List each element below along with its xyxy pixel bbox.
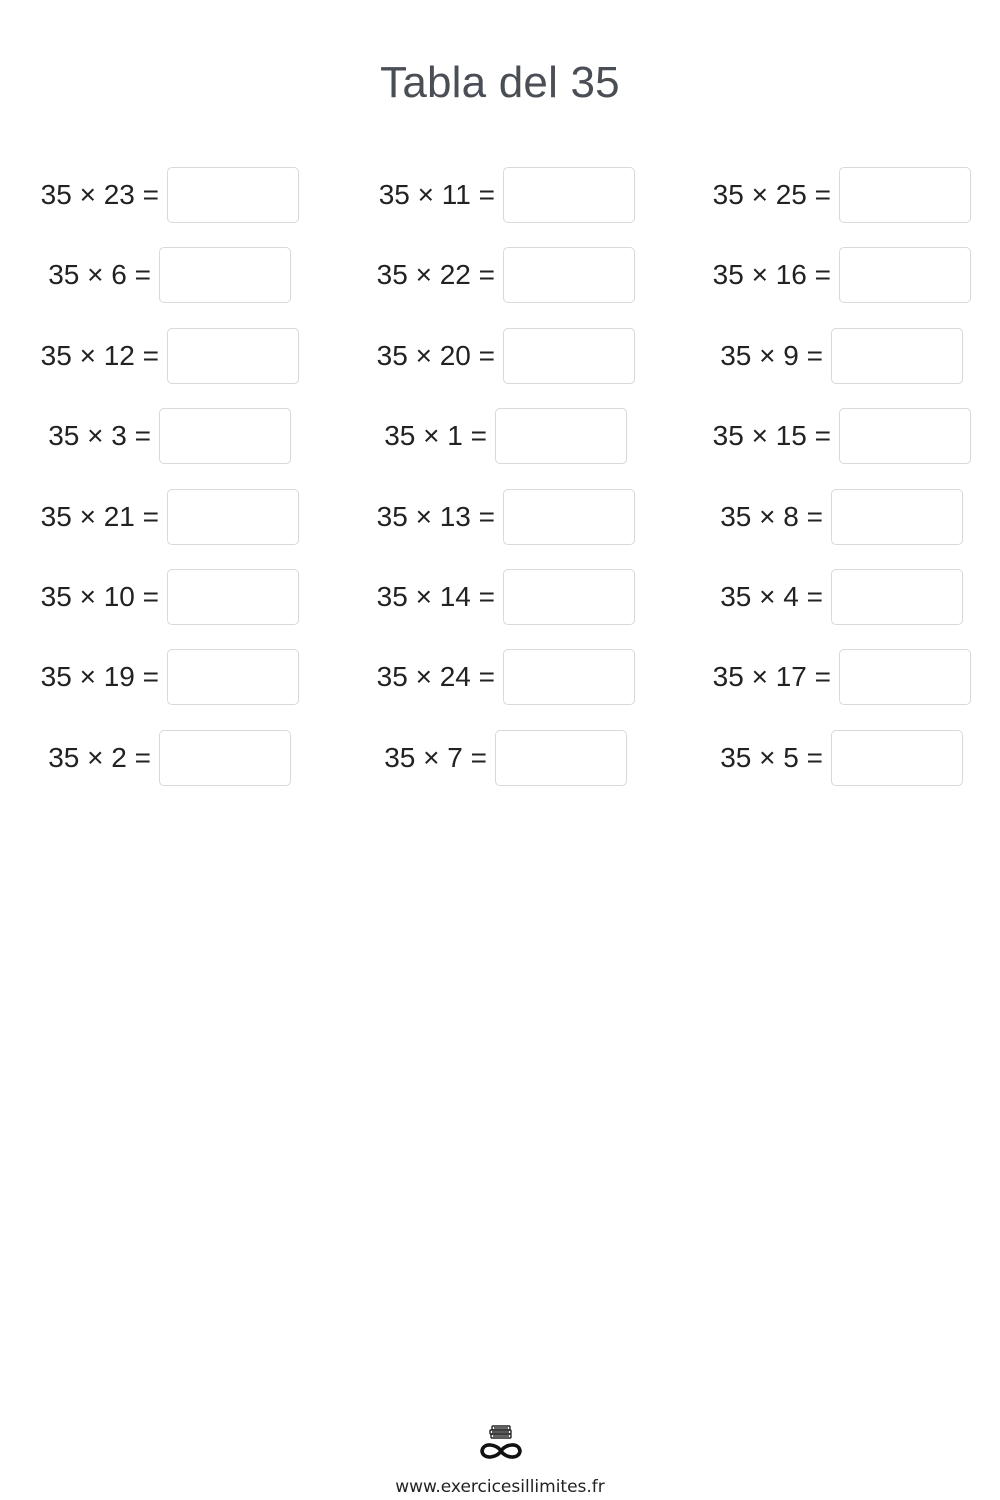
exercise-expression: 35 × 1 = bbox=[384, 420, 487, 451]
exercise-expression: 35 × 19 = bbox=[40, 661, 159, 692]
answer-box[interactable] bbox=[167, 489, 299, 545]
exercise-expression: 35 × 22 = bbox=[376, 259, 495, 290]
answer-box[interactable] bbox=[839, 649, 971, 705]
exercise-expression: 35 × 2 = bbox=[48, 742, 151, 773]
exercise-item bbox=[384, 729, 627, 787]
exercise-item bbox=[41, 488, 299, 546]
answer-box[interactable] bbox=[495, 408, 627, 464]
exercise-item bbox=[377, 488, 635, 546]
exercise-item bbox=[377, 648, 635, 706]
exercise-expression: 35 × 11 = bbox=[378, 179, 495, 210]
exercise-item bbox=[48, 729, 291, 787]
exercise-item bbox=[41, 648, 299, 706]
answer-box[interactable] bbox=[831, 730, 963, 786]
answer-box[interactable] bbox=[839, 247, 971, 303]
exercise-expression: 35 × 13 = bbox=[376, 501, 495, 532]
exercise-item bbox=[377, 568, 635, 626]
exercise-expression: 35 × 5 = bbox=[720, 742, 823, 773]
exercise-expression: 35 × 15 = bbox=[712, 420, 831, 451]
answer-box[interactable] bbox=[167, 649, 299, 705]
exercise-item bbox=[41, 327, 299, 385]
exercise-item bbox=[720, 568, 963, 626]
answer-box[interactable] bbox=[167, 328, 299, 384]
exercise-expression: 35 × 10 = bbox=[40, 581, 159, 612]
answer-box[interactable] bbox=[839, 408, 971, 464]
page-title: Tabla del 35 bbox=[380, 58, 620, 107]
exercise-item bbox=[377, 246, 635, 304]
exercise-expression: 35 × 16 = bbox=[712, 259, 831, 290]
answer-box[interactable] bbox=[503, 569, 635, 625]
exercise-item bbox=[377, 327, 635, 385]
answer-box[interactable] bbox=[495, 730, 627, 786]
exercise-expression: 35 × 8 = bbox=[720, 501, 823, 532]
exercise-expression: 35 × 4 = bbox=[720, 581, 823, 612]
exercise-expression: 35 × 17 = bbox=[712, 661, 831, 692]
exercise-expression: 35 × 20 = bbox=[376, 340, 495, 371]
exercise-item bbox=[713, 246, 971, 304]
answer-box[interactable] bbox=[167, 569, 299, 625]
footer-website: www.exercicesillimites.fr bbox=[395, 1477, 605, 1497]
answer-box[interactable] bbox=[503, 247, 635, 303]
answer-box[interactable] bbox=[831, 328, 963, 384]
answer-box[interactable] bbox=[503, 489, 635, 545]
exercise-item bbox=[48, 407, 291, 465]
exercise-expression: 35 × 12 = bbox=[40, 340, 159, 371]
exercise-expression: 35 × 6 = bbox=[48, 259, 151, 290]
exercise-item bbox=[41, 166, 299, 224]
answer-box[interactable] bbox=[159, 408, 291, 464]
answer-box[interactable] bbox=[167, 167, 299, 223]
answer-box[interactable] bbox=[503, 649, 635, 705]
exercise-item bbox=[720, 488, 963, 546]
exercise-expression: 35 × 25 = bbox=[712, 179, 831, 210]
answer-box[interactable] bbox=[159, 247, 291, 303]
exercise-expression: 35 × 24 = bbox=[376, 661, 495, 692]
answer-box[interactable] bbox=[503, 167, 635, 223]
exercise-item bbox=[720, 327, 963, 385]
exercise-item bbox=[48, 246, 291, 304]
exercise-item bbox=[41, 568, 299, 626]
answer-box[interactable] bbox=[831, 489, 963, 545]
exercise-expression: 35 × 3 = bbox=[48, 420, 151, 451]
infinity-books-icon bbox=[477, 1424, 525, 1464]
exercise-expression: 35 × 14 = bbox=[376, 581, 495, 612]
exercise-item bbox=[384, 407, 627, 465]
exercise-item bbox=[713, 166, 971, 224]
exercise-expression: 35 × 9 = bbox=[720, 340, 823, 371]
exercise-expression: 35 × 7 = bbox=[384, 742, 487, 773]
answer-box[interactable] bbox=[831, 569, 963, 625]
exercise-item bbox=[379, 166, 635, 224]
exercise-item bbox=[713, 648, 971, 706]
exercise-expression: 35 × 21 = bbox=[40, 501, 159, 532]
answer-box[interactable] bbox=[159, 730, 291, 786]
answer-box[interactable] bbox=[503, 328, 635, 384]
exercise-expression: 35 × 23 = bbox=[40, 179, 159, 210]
exercise-item bbox=[720, 729, 963, 787]
answer-box[interactable] bbox=[839, 167, 971, 223]
exercise-item bbox=[713, 407, 971, 465]
